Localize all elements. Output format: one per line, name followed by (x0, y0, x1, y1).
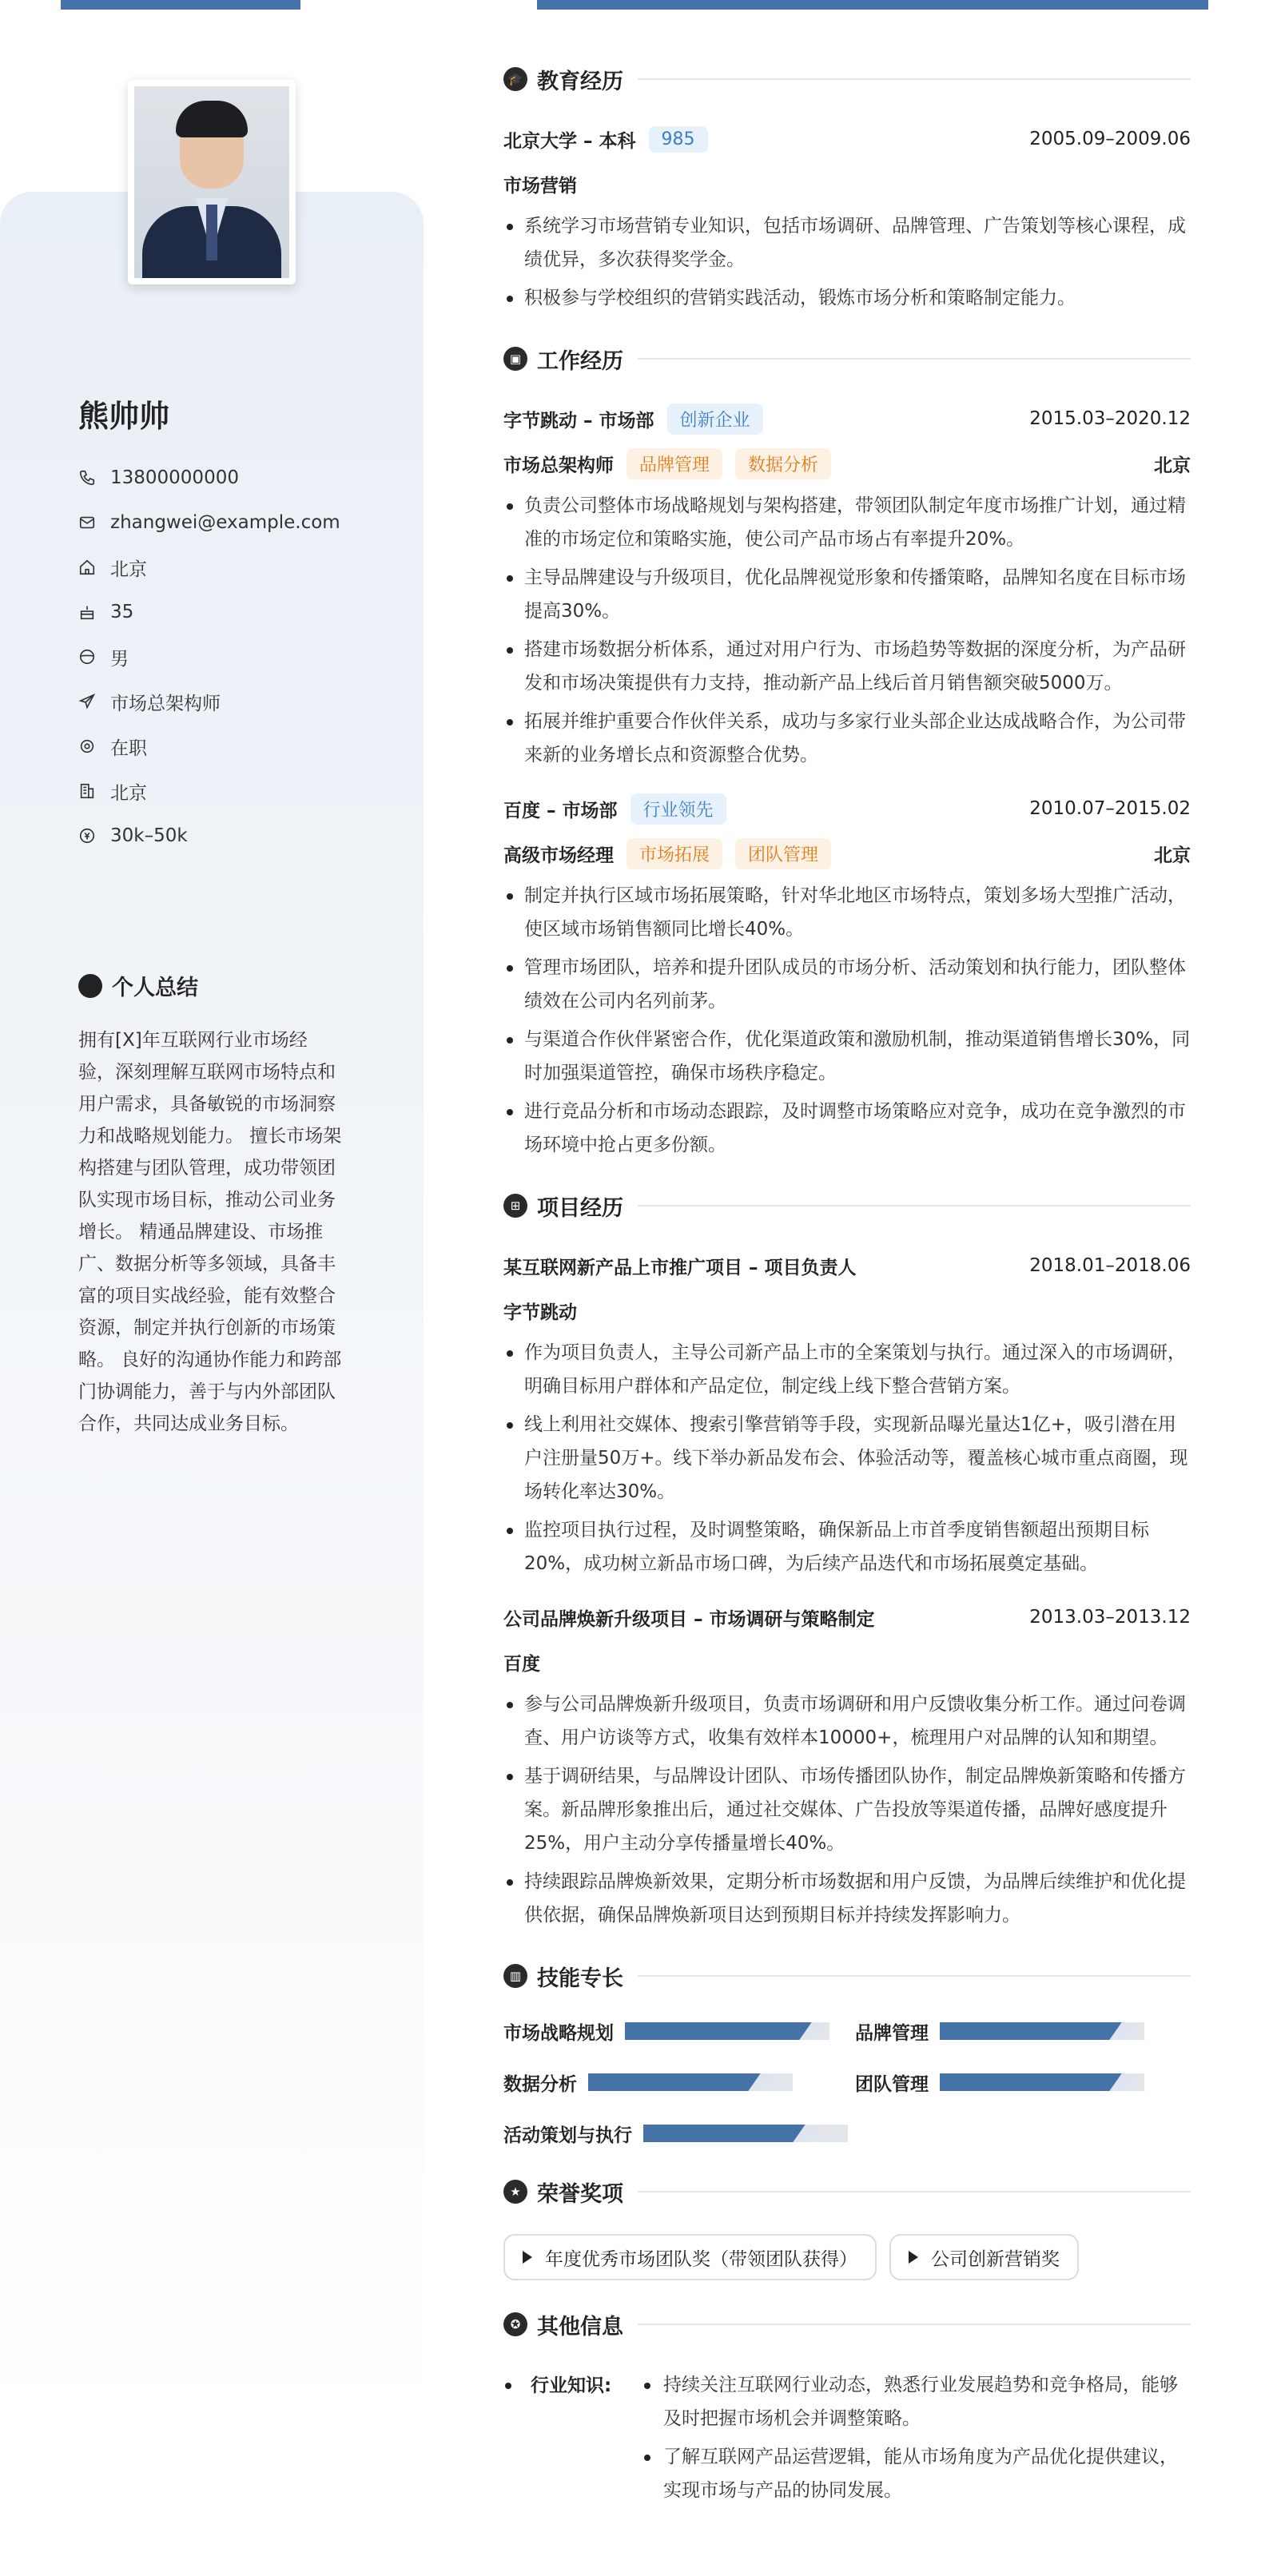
awards-section (503, 2169, 1191, 2280)
candidate-name: 熊帅帅 (78, 399, 170, 434)
award-badge: 年度优秀市场团队奖（带领团队获得） (503, 2234, 877, 2280)
company-tag: 创新企业 (667, 403, 763, 435)
top-accent-bar-left (61, 0, 300, 10)
info-phone: 13800000000 (78, 455, 414, 500)
list-item: 监控项目执行过程，及时调整策略，确保新品上市首季度销售额超出预期目标20%，成功树立新品市场口碑，为后续产品迭代和市场拓展奠定基础。 (503, 1513, 1191, 1580)
skill-item: 活动策划与执行 (503, 2119, 855, 2148)
list-item: 拓展并维护重要合作伙伴关系，成功与多家行业头部企业达成战略合作，为公司带来新的业务增长点和资源整合优势。 (503, 705, 1191, 772)
list-item: 持续跟踪品牌焕新效果，定期分析市场数据和用户反馈，为品牌后续维护和优化提供依据，确保品牌焕新项目达到预期目标并持续发挥影响力。 (503, 1865, 1191, 1932)
job-entry (503, 786, 1191, 1162)
info-city: 北京 (78, 545, 414, 590)
skills-section (503, 1953, 1191, 2148)
job-bullets (503, 879, 1191, 1162)
projects-heading: ⊞ 项目经历 (503, 1183, 1191, 1229)
major: 市场营销 (503, 175, 577, 197)
skills-grid (503, 2017, 1191, 2148)
briefcase-icon: ▣ (503, 347, 527, 371)
list-item: 制定并执行区域市场拓展策略，针对华北地区市场特点，策划多场大型推广活动，使区域市场销售额同比增长40%。 (503, 879, 1191, 946)
skill-bar (940, 2022, 1124, 2040)
project-bullets (503, 1688, 1191, 1932)
job-entry (503, 396, 1191, 772)
skill-item: 市场战略规划 (503, 2017, 855, 2045)
role-tag: 团队管理 (735, 838, 831, 869)
mail-icon (78, 514, 96, 531)
list-item: 参与公司品牌焕新升级项目，负责市场调研和用户反馈收集分析工作。通过问卷调查、用户访谈等方式，收集有效样本10000+，梳理用户对品牌的认知和期望。 (503, 1688, 1191, 1755)
other-heading: ✪ 其他信息 (503, 2301, 1191, 2347)
avatar (134, 86, 289, 278)
graduation-cap-icon: 🎓 (503, 67, 527, 91)
info-email: zhangwei@example.com (78, 500, 414, 545)
education-date: 2005.09–2009.06 (1029, 129, 1191, 149)
info-status: 在职 (78, 724, 414, 769)
list-item: 进行竞品分析和市场动态跟踪，及时调整市场策略应对竞争，成功在竞争激烈的市场环境中抢占更多份额。 (503, 1095, 1191, 1162)
awards-list (503, 2234, 1191, 2280)
info-position: 市场总架构师 (78, 679, 414, 724)
home-icon (78, 559, 96, 576)
education-bullets (503, 209, 1191, 315)
skill-bar (588, 2073, 762, 2091)
grid-icon: ⊞ (503, 1194, 527, 1218)
education-entry (503, 117, 1191, 315)
other-info (503, 2368, 1191, 2512)
award-icon: ★ (503, 2180, 527, 2204)
play-icon (523, 2251, 532, 2264)
list-item: 持续关注互联网行业动态，熟悉行业发展趋势和竞争格局，能够及时把握市场机会并调整策略。 (639, 2368, 1191, 2435)
skill-item: 团队管理 (855, 2068, 1191, 2097)
skill-item: 数据分析 (503, 2068, 855, 2097)
summary-heading: 个人总结 (78, 970, 198, 1001)
other-section (503, 2301, 1191, 2512)
skills-heading: ▥ 技能专长 (503, 1953, 1191, 1999)
user-icon (78, 974, 102, 998)
list-item: 主导品牌建设与升级项目，优化品牌视觉形象和传播策略，品牌知名度在目标市场提高30%。 (503, 561, 1191, 628)
building-icon (78, 782, 96, 800)
main-content (503, 56, 1191, 2533)
skill-item: 品牌管理 (855, 2017, 1191, 2045)
status-icon (78, 737, 96, 755)
summary-text: 拥有[X]年互联网行业市场经验，深刻理解互联网市场特点和用户需求，具备敏锐的市场洞察力和战略规划能力。 擅长市场架构搭建与团队管理，成功带领团队实现市场目标，推动公司业务增长。 精通品牌建设、市场推广、数据分析等多领域，具备丰富的项目实战经验，能有效整合资源，制定并执行创新的市场策略。 良好的沟通协作能力和跨部门协调能力，善于与内外部团队合作，共同达成业务目标。 (78, 1030, 342, 1434)
list-item: 负责公司整体市场战略规划与架构搭建，带领团队制定年度市场推广计划，通过精准的市场定位和策略实施，使公司产品市场占有率提升20%。 (503, 489, 1191, 556)
project-entry (503, 1595, 1191, 1932)
job-role: 市场总架构师 (503, 455, 614, 476)
job-date: 2010.07–2015.02 (1029, 798, 1191, 819)
skill-bar (940, 2073, 1124, 2091)
project-date: 2013.03–2013.12 (1029, 1607, 1191, 1628)
company-name: 字节跳动 – 市场部 (503, 410, 654, 431)
project-date: 2018.01–2018.06 (1029, 1255, 1191, 1276)
info-gender: 男 (78, 634, 414, 679)
projects-section (503, 1183, 1191, 1932)
send-icon (78, 693, 96, 710)
work-heading: ▣ 工作经历 (503, 336, 1191, 382)
list-item: 管理市场团队，培养和提升团队成员的市场分析、活动策划和执行能力，团队整体绩效在公司内名列前茅。 (503, 951, 1191, 1018)
list-item: 搭建市场数据分析体系，通过对用户行为、市场趋势等数据的深度分析，为产品研发和市场决策提供有力支持，推动新产品上线后首月销售额突破5000万。 (503, 633, 1191, 700)
company-tag: 行业领先 (631, 793, 726, 825)
other-label: 行业知识: (503, 2368, 639, 2512)
play-icon (909, 2251, 918, 2264)
school-name: 北京大学 – 本科 (503, 130, 636, 152)
list-item: 与渠道合作伙伴紧密合作，优化渠道政策和激励机制，推动渠道销售增长30%，同时加强渠道管控，确保市场秩序稳定。 (503, 1023, 1191, 1090)
school-tag: 985 (649, 126, 708, 153)
award-badge: 公司创新营销奖 (889, 2234, 1079, 2280)
job-location: 北京 (1154, 845, 1191, 866)
list-item: 作为项目负责人，主导公司新产品上市的全案策划与执行。通过深入的市场调研，明确目标用户群体和产品定位，制定线上线下整合营销方案。 (503, 1336, 1191, 1403)
skill-bar (643, 2125, 807, 2142)
project-org: 百度 (503, 1653, 540, 1675)
project-bullets (503, 1336, 1191, 1580)
role-tag: 市场拓展 (627, 838, 722, 869)
top-accent-bar-right (537, 0, 1208, 10)
project-entry (503, 1243, 1191, 1580)
other-items (639, 2368, 1191, 2512)
role-tag: 数据分析 (735, 448, 831, 479)
list-item: 积极参与学校组织的营销实践活动，锻炼市场分析和策略制定能力。 (503, 281, 1191, 315)
list-item: 线上利用社交媒体、搜索引擎营销等手段，实现新品曝光量达1亿+，吸引潜在用户注册量50万+。线下举办新品发布会、体验活动等，覆盖核心城市重点商圈，现场转化率达30%。 (503, 1408, 1191, 1509)
gender-icon (78, 648, 96, 666)
info-age: 35 (78, 590, 414, 634)
company-name: 百度 – 市场部 (503, 800, 618, 821)
phone-icon (78, 469, 96, 487)
job-date: 2015.03–2020.12 (1029, 408, 1191, 429)
job-location: 北京 (1154, 455, 1191, 476)
list-item: 系统学习市场营销专业知识，包括市场调研、品牌管理、广告策划等核心课程，成绩优异，多次获得奖学金。 (503, 209, 1191, 276)
role-tag: 品牌管理 (627, 448, 722, 479)
work-section (503, 336, 1191, 1162)
education-heading: 🎓 教育经历 (503, 56, 1191, 102)
project-name: 公司品牌焕新升级项目 – 市场调研与策略制定 (503, 1608, 875, 1630)
job-role: 高级市场经理 (503, 845, 614, 866)
info-work-city: 北京 (78, 769, 414, 813)
project-org: 字节跳动 (503, 1302, 577, 1323)
cake-icon (78, 603, 96, 621)
skill-bar (625, 2022, 814, 2040)
profile-photo (128, 80, 296, 284)
education-section (503, 56, 1191, 315)
awards-heading: ★ 荣誉奖项 (503, 2169, 1191, 2215)
info-icon: ✪ (503, 2312, 527, 2336)
list-item: 基于调研结果，与品牌设计团队、市场传播团队协作，制定品牌焕新策略和传播方案。新品牌形象推出后，通过社交媒体、广告投放等渠道传播，品牌好感度提升25%，用户主动分享传播量增长40%。 (503, 1759, 1191, 1860)
job-bullets (503, 489, 1191, 772)
info-salary: 30k–50k (78, 813, 414, 858)
salary-icon (78, 827, 96, 845)
bar-chart-icon: ▥ (503, 1964, 527, 1988)
list-item: 了解互联网产品运营逻辑，能从市场角度为产品优化提供建议，实现市场与产品的协同发展。 (639, 2440, 1191, 2507)
project-name: 某互联网新产品上市推广项目 – 项目负责人 (503, 1257, 857, 1278)
contact-info-list (78, 455, 414, 858)
